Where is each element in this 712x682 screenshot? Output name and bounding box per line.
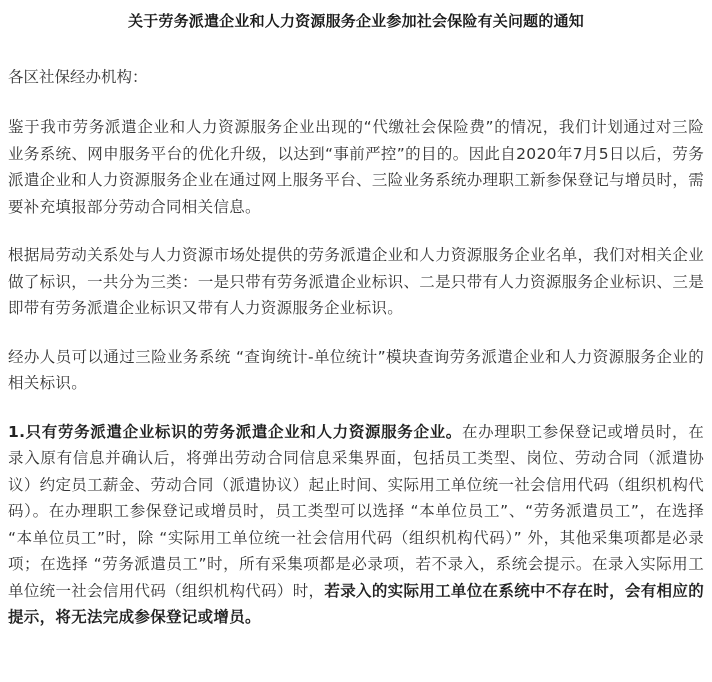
paragraph-background: 鉴于我市劳务派遣企业和人力资源服务企业出现的“代缴社会保险费”的情况，我们计划通过对三险业务系统、网申服务平台的优化升级，以达到“事前严控”的目的。因此自2020年7月5日以后，劳务派遣企业和人力资源服务企业在通过网上服务平台、三险业务系统办理职工新参保登记与增员时，需要补充填报部分劳动合同相关信息。: [8, 118, 704, 216]
salutation: 各区社保经办机构：: [8, 68, 148, 86]
notice-title: 关于劳务派遣企业和人力资源服务企业参加社会保险有关问题的通知: [127, 12, 584, 30]
paragraph-classification: 根据局劳动关系处与人力资源市场处提供的劳务派遣企业和人力资源服务企业名单，我们对相关企业做了标识，一共分为三类：一是只带有劳务派遣企业标识、二是只带有人力资源服务企业标识、三是即带有劳务派遣企业标识又带有人力资源服务企业标识。: [8, 246, 704, 317]
section-1-emphasis: 若录入的实际用工单位在系统中不存在时，会有相应的提示，将无法完成参保登记或增员。: [8, 581, 704, 626]
section-1-body: 在办理职工参保登记或增员时，在录入原有信息并确认后，将弹出劳动合同信息采集界面，包括员工类型、岗位、劳动合同（派遣协议）约定员工薪金、劳动合同（派遣协议）起止时间、实际用工单位统一社会信用代码（组织机构代码）。在办理职工参保登记或增员时，员工类型可以选择 “本单位员工”、“劳务派遣员工”，在选择 “本单位员工”时，除 “实际用工单位统一社会信用代码（组织机构代码）” 外，其他采集项都是必录项；在选择 “劳务派遣员工”时，所有采集项都是必录项，若不录入，系统会提示。在录入实际用工单位统一社会信用代码（组织机构代码）时，: [8, 422, 704, 600]
paragraph-query-method: 经办人员可以通过三险业务系统 “查询统计-单位统计”模块查询劳务派遣企业和人力资源服务企业的相关标识。: [8, 347, 704, 392]
section-1-heading: 1.只有劳务派遣企业标识的劳务派遣企业和人力资源服务企业。: [8, 422, 462, 441]
section-1: [8, 419, 704, 631]
